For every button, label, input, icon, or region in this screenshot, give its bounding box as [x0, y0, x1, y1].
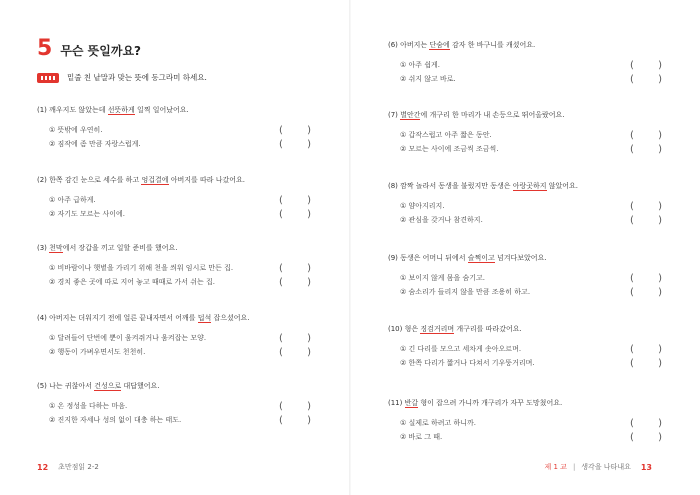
question-number: (4): [37, 314, 47, 322]
answer-blank[interactable]: [630, 432, 662, 443]
answer-blank[interactable]: [279, 209, 311, 220]
question-stem: [388, 253, 668, 263]
underlined-word: 아랑곳하지: [512, 182, 547, 190]
question: [37, 175, 317, 221]
question-text: 아버지는: [400, 41, 430, 49]
answer-blank[interactable]: [630, 130, 662, 141]
paren-open: (: [630, 286, 634, 298]
question-number: (8): [388, 182, 398, 190]
paren-close: ): [307, 400, 311, 412]
paren-open: (: [279, 332, 283, 344]
answer-option[interactable]: [49, 261, 317, 275]
option-text: ② 진지한 자세나 성의 없이 대충 하는 태도.: [49, 416, 182, 424]
question-number: (6): [388, 41, 398, 49]
paren-close: ): [307, 208, 311, 220]
question-text: 깨우지도 않았는데: [49, 106, 108, 114]
question: [388, 40, 668, 86]
underlined-word: 별안간: [400, 111, 421, 119]
answer-option[interactable]: [400, 58, 668, 72]
option-text: ② 바로 그 때.: [400, 433, 443, 441]
option-text: ② 쉬지 않고 바로.: [400, 75, 456, 83]
answer-option[interactable]: [49, 275, 317, 289]
paren-close: ): [658, 343, 662, 355]
paren-close: ): [307, 124, 311, 136]
paren-close: ): [307, 276, 311, 288]
option-text: ① 갑작스럽고 아주 짧은 동안.: [400, 131, 492, 139]
option-text: ② 모르는 사이에 조금씩 조금씩.: [400, 145, 499, 153]
question-text: 개구리를 따라갔어요.: [454, 325, 522, 333]
paren-open: (: [630, 343, 634, 355]
question-number: (10): [388, 325, 403, 333]
answer-blank[interactable]: [279, 125, 311, 136]
question-text: 잡으셨어요.: [211, 314, 250, 322]
page-number-right: 13: [640, 462, 652, 472]
underlined-word: 징검거리며: [420, 325, 455, 333]
question-text: 동생은 어머니 뒤에서: [400, 254, 468, 262]
question-text: 한쪽 감긴 눈으로 세수를 하고: [49, 176, 142, 184]
answer-option[interactable]: [49, 193, 317, 207]
paren-close: ): [658, 73, 662, 85]
question-stem: [37, 105, 317, 115]
instruction: [37, 72, 207, 83]
option-text: ② 짐작에 좀 만큼 자랑스럽게.: [49, 140, 141, 148]
lesson-header: [37, 38, 141, 60]
option-text: ② 자기도 모르는 사이에.: [49, 210, 126, 218]
answer-blank[interactable]: [279, 415, 311, 426]
question-stem: [388, 110, 668, 120]
question: [388, 324, 668, 370]
question-stem: [37, 313, 317, 323]
answer-option[interactable]: [400, 271, 668, 285]
option-text: ① 보이지 않게 몸을 숨기고.: [400, 274, 486, 282]
paren-close: ): [307, 262, 311, 274]
section-label: 생각을 나타내요: [581, 463, 631, 471]
paren-close: ): [658, 357, 662, 369]
answer-option[interactable]: [400, 356, 668, 370]
paren-open: (: [630, 214, 634, 226]
option-text: ① 온 정성을 다하는 마음.: [49, 402, 128, 410]
paren-close: ): [307, 346, 311, 358]
question-number: (2): [37, 176, 47, 184]
paren-close: ): [658, 143, 662, 155]
question-stem: [388, 181, 668, 191]
answer-blank[interactable]: [279, 277, 311, 288]
answer-option[interactable]: [49, 413, 317, 427]
paren-open: (: [630, 59, 634, 71]
paren-open: (: [630, 272, 634, 284]
right-page: [350, 0, 700, 495]
question-text: 아버지는 더워지기 전에 얼른 끝내자면서 어깨를: [49, 314, 198, 322]
paren-close: ): [658, 59, 662, 71]
answer-option[interactable]: [49, 399, 317, 413]
question-text: 아버지를 따라 나갔어요.: [168, 176, 246, 184]
option-text: ② 행동이 가벼우면서도 천천히.: [49, 348, 146, 356]
paren-open: (: [279, 138, 283, 150]
option-text: ① 달려들어 단번에 뿐이 움켜쥐거나 움켜잡는 모양.: [49, 334, 207, 342]
question-text: 에 개구리 한 마리가 내 손등으로 뛰어올랐어요.: [420, 111, 565, 119]
paren-close: ): [307, 194, 311, 206]
question-text: 감자 한 바구니를 캐셨어요.: [449, 41, 536, 49]
paren-open: (: [279, 414, 283, 426]
answer-blank[interactable]: [630, 60, 662, 71]
option-text: ① 실제로 하려고 하니까.: [400, 419, 477, 427]
question-text: 에서 장갑을 끼고 일할 준비를 했어요.: [62, 244, 178, 252]
answer-blank[interactable]: [279, 139, 311, 150]
option-text: ① 아주 쉽게.: [400, 61, 440, 69]
paren-close: ): [307, 332, 311, 344]
answer-blank[interactable]: [279, 333, 311, 344]
paren-close: ): [307, 138, 311, 150]
paren-close: ): [658, 214, 662, 226]
answer-blank[interactable]: [630, 358, 662, 369]
paren-close: ): [658, 286, 662, 298]
paren-close: ): [307, 414, 311, 426]
answer-blank[interactable]: [279, 263, 311, 274]
answer-option[interactable]: [49, 137, 317, 151]
question-text: 일찍 일어났어요.: [134, 106, 189, 114]
option-text: ② 경치 좋은 곳에 따로 지어 놓고 때때로 가서 쉬는 집.: [49, 278, 215, 286]
footer-separator: |: [572, 463, 576, 471]
option-text: ① 얌아지리지.: [400, 202, 445, 210]
paren-close: ): [658, 200, 662, 212]
option-text: ② 한쪽 다리가 짧거나 다쳐서 기우뚱거리며.: [400, 359, 535, 367]
paren-open: (: [630, 73, 634, 85]
answer-blank[interactable]: [630, 287, 662, 298]
answer-blank[interactable]: [630, 74, 662, 85]
question-number: (1): [37, 106, 47, 114]
answer-option[interactable]: [400, 342, 668, 356]
answer-blank[interactable]: [630, 215, 662, 226]
option-text: ② 숨소리가 들리지 않을 만큼 조용히 하고.: [400, 288, 531, 296]
question-number: (5): [37, 382, 47, 390]
paren-open: (: [279, 346, 283, 358]
question-stem: [388, 40, 668, 50]
question: [37, 381, 317, 427]
answer-blank[interactable]: [630, 344, 662, 355]
underlined-word: 슬쩍이고: [467, 254, 495, 262]
option-text: ① 비바람이나 햇볕을 가리기 위해 천을 씌워 임시로 만든 집.: [49, 264, 234, 272]
book-title: 초만점읽 2-2: [58, 463, 99, 471]
answer-option[interactable]: [400, 128, 668, 142]
question-text: 깜짝 놀라서 동생을 불렀지만 동생은: [400, 182, 513, 190]
answer-blank[interactable]: [279, 401, 311, 412]
lesson-title: 무슨 뜻일까요?: [60, 44, 142, 58]
question: [37, 243, 317, 289]
paren-open: (: [279, 208, 283, 220]
answer-option[interactable]: [49, 331, 317, 345]
paren-close: ): [658, 129, 662, 141]
underlined-word: 엉겁결에: [141, 176, 169, 184]
page-number-left: 12: [37, 462, 49, 472]
answer-option[interactable]: [400, 199, 668, 213]
answer-option[interactable]: [400, 285, 668, 299]
question-text: 형이 잡으려 가니까 개구리가 자꾸 도망쳤어요.: [418, 399, 563, 407]
question-number: (7): [388, 111, 398, 119]
instruction-text: 밑줄 친 낱말과 맞는 뜻에 동그라미 하세요.: [67, 73, 207, 82]
paren-open: (: [630, 357, 634, 369]
question-stem: [37, 243, 317, 253]
question-stem: [388, 324, 668, 334]
option-text: ① 아주 급하게.: [49, 196, 96, 204]
paren-close: ): [658, 431, 662, 443]
question-text: 넘겨다보았어요.: [494, 254, 547, 262]
paren-close: ): [658, 417, 662, 429]
answer-option[interactable]: [400, 213, 668, 227]
question: [37, 105, 317, 151]
answer-option[interactable]: [49, 123, 317, 137]
answer-blank[interactable]: [630, 201, 662, 212]
answer-option[interactable]: [400, 430, 668, 444]
chapter-label: 제 1 교: [544, 463, 567, 471]
paren-open: (: [630, 417, 634, 429]
lesson-number: 5: [37, 36, 53, 61]
paren-open: (: [630, 200, 634, 212]
underlined-word: 건성으로: [94, 382, 122, 390]
paren-open: (: [279, 400, 283, 412]
question: [388, 110, 668, 156]
answer-option[interactable]: [400, 416, 668, 430]
question-stem: [37, 381, 317, 391]
paren-open: (: [279, 194, 283, 206]
underlined-word: 선뜻하게: [107, 106, 135, 114]
question-stem: [388, 398, 668, 408]
answer-option[interactable]: [400, 72, 668, 86]
question-text: 나는 귀찮아서: [49, 382, 95, 390]
option-text: ① 긴 다리를 모으고 세차게 솟아오르며.: [400, 345, 522, 353]
question-text: 않았어요.: [546, 182, 579, 190]
underlined-word: 단숨에: [429, 41, 450, 49]
answer-option[interactable]: [400, 142, 668, 156]
answer-blank[interactable]: [630, 273, 662, 284]
question: [388, 398, 668, 444]
option-text: ① 뜻밖에 우연히.: [49, 126, 103, 134]
underlined-word: 덥석: [197, 314, 212, 322]
question: [37, 313, 317, 359]
footer-right: [545, 462, 653, 472]
paren-open: (: [279, 276, 283, 288]
paren-open: (: [630, 431, 634, 443]
footer-left: [37, 462, 99, 472]
question-number: (9): [388, 254, 398, 262]
paren-close: ): [658, 272, 662, 284]
underlined-word: 반갈: [404, 399, 419, 407]
instruction-badge-icon: [37, 73, 59, 83]
question: [388, 253, 668, 299]
question-stem: [37, 175, 317, 185]
paren-open: (: [630, 129, 634, 141]
answer-blank[interactable]: [279, 195, 311, 206]
answer-option[interactable]: [49, 345, 317, 359]
underlined-word: 천막: [49, 244, 63, 252]
paren-open: (: [279, 262, 283, 274]
question-number: (3): [37, 244, 47, 252]
question: [388, 181, 668, 227]
question-text: 대답했어요.: [121, 382, 160, 390]
option-text: ② 관심을 갖거나 참견하지.: [400, 216, 483, 224]
answer-blank[interactable]: [630, 418, 662, 429]
paren-open: (: [279, 124, 283, 136]
answer-blank[interactable]: [630, 144, 662, 155]
answer-option[interactable]: [49, 207, 317, 221]
answer-blank[interactable]: [279, 347, 311, 358]
paren-open: (: [630, 143, 634, 155]
question-text: 형은: [404, 325, 421, 333]
question-number: (11): [388, 399, 403, 407]
